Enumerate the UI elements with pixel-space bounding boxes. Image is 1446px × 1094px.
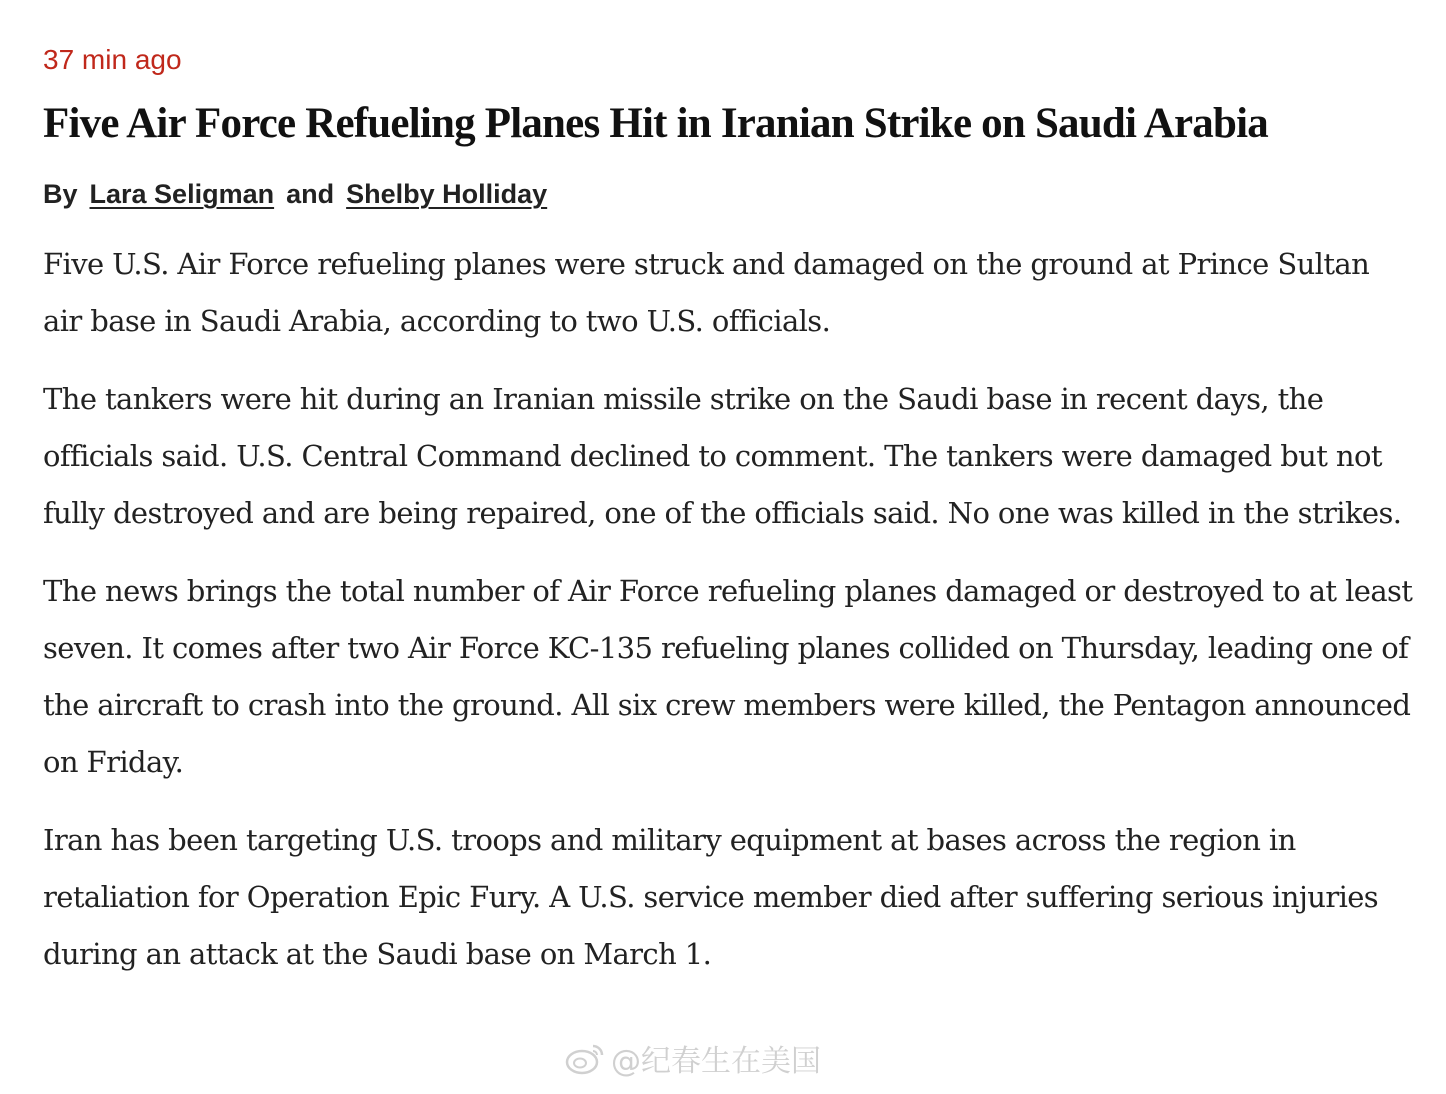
author-link-lara-seligman[interactable]: Lara Seligman [89, 179, 275, 209]
article-body [43, 236, 1413, 983]
paragraph: Five U.S. Air Force refueling planes were struck and damaged on the ground at Prince Sultan air base in Saudi Arabia, according to two U.S. officials. [43, 247, 1370, 338]
headline: Five Air Force Refueling Planes Hit in Iranian Strike on Saudi Arabia [43, 100, 1268, 147]
paragraph: Iran has been targeting U.S. troops and military equipment at bases across the region in retaliation for Operation Epic Fury. A U.S. service member died after suffering serious injuries during an attack at the Saudi base on March 1. [43, 823, 1379, 971]
byline-conjunction: and [286, 179, 335, 209]
watermark-text: @纪春生在美国 [611, 1044, 821, 1079]
byline-prefix: By [43, 179, 78, 209]
paragraph: The tankers were hit during an Iranian missile strike on the Saudi base in recent days, the officials said. U.S. Central Command declined to comment. The tankers were damaged but not fully destroyed and are being repaired, one of the officials said. No one was killed in the strikes. [43, 382, 1402, 530]
author-link-shelby-holliday[interactable]: Shelby Holliday [346, 179, 548, 209]
paragraph: The news brings the total number of Air Force refueling planes damaged or destroyed to at least seven. It comes after two Air Force KC-135 refueling planes collided on Thursday, leading one of the aircraft to crash into the ground. All six crew members were killed, the Pentagon announced on Friday. [43, 574, 1413, 779]
watermark [565, 1036, 821, 1080]
byline [43, 174, 1413, 214]
timestamp: 37 min ago [43, 44, 182, 75]
weibo-icon [565, 1041, 605, 1075]
article [43, 40, 1413, 1004]
